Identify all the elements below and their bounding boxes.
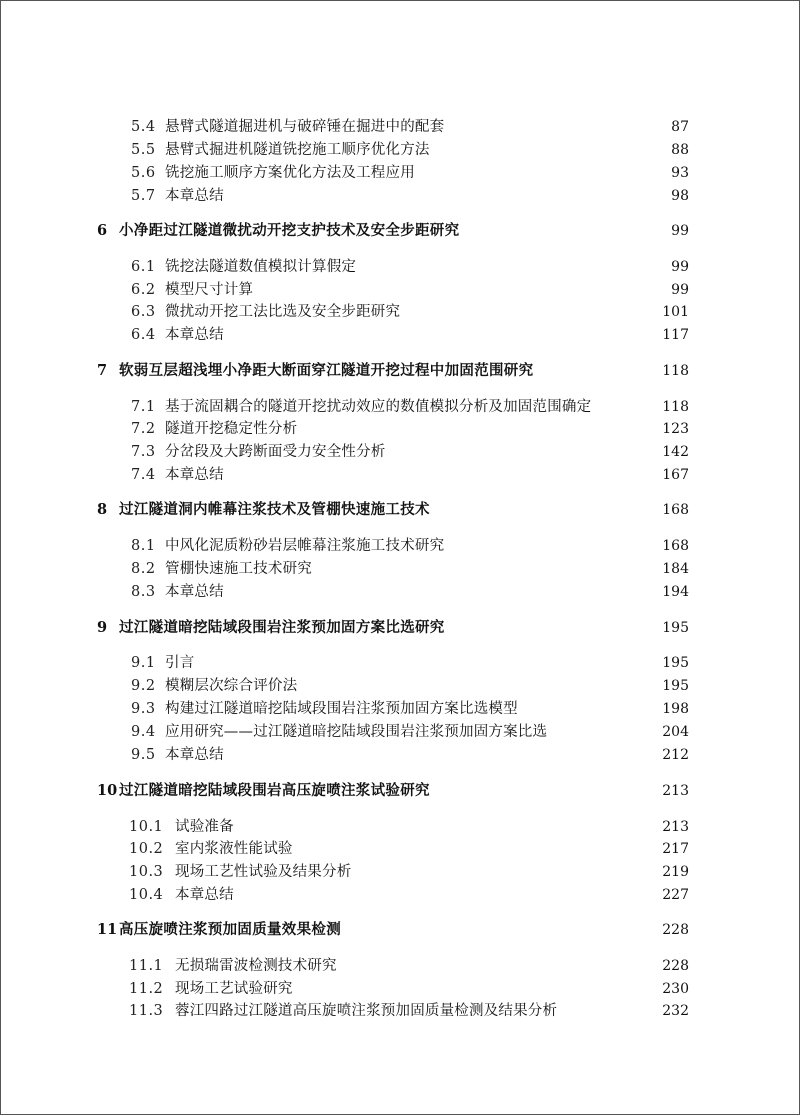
page-number: 123 [662,421,689,437]
dot-leader [256,279,650,301]
page-number: 98 [671,188,689,204]
page-number: 212 [662,747,689,763]
section-title: 管棚快速施工技术研究 [165,561,312,577]
section-number: 6.1 [131,259,156,275]
section-title: 悬臂式隧道掘进机与破碎锤在掘进中的配套 [165,119,445,135]
section-number: 8.1 [131,538,156,554]
dot-leader [433,139,650,161]
section-number: 5.4 [131,119,156,135]
section-title: 无损瑞雷波检测技术研究 [175,958,337,974]
section-title: 悬臂式掘进机隧道铣挖施工顺序优化方法 [165,142,430,158]
page-number: 87 [671,119,689,135]
dot-leader [227,185,650,207]
section-number: 10.2 [129,841,164,857]
page-number: 227 [662,887,689,903]
page-number: 88 [671,142,689,158]
section-number: 5.5 [131,142,156,158]
section-number: 10.1 [129,819,164,835]
section-title: 引言 [165,655,195,671]
dot-leader [433,780,650,802]
section-number: 8.3 [131,584,156,600]
page-number: 213 [662,819,689,835]
section-title: 室内浆液性能试验 [175,841,293,857]
chapter-number: 9 [97,619,108,636]
page-number: 230 [662,981,689,997]
section-number: 9.2 [131,678,156,694]
dot-leader [403,301,650,323]
section-title: 模糊层次综合评价法 [165,678,298,694]
section-title: 铣挖施工顺序方案优化方法及工程应用 [165,165,415,181]
page-number: 168 [662,538,689,554]
section-number: 6.2 [131,282,156,298]
page-number: 213 [662,783,689,799]
page-number: 99 [671,223,689,239]
section-entry[interactable] [1,581,800,603]
dot-leader [594,396,650,418]
section-title: 本章总结 [175,887,234,903]
section-number: 10.4 [129,887,164,903]
section-entry[interactable] [1,139,800,161]
section-title: 现场工艺性试验及结果分析 [175,864,352,880]
dot-leader [447,535,650,557]
section-number: 10.3 [129,864,164,880]
section-entry[interactable] [1,652,800,674]
section-title: 模型尺寸计算 [165,282,254,298]
page-number: 167 [662,467,689,483]
section-entry[interactable] [1,279,800,301]
dot-leader [227,324,650,346]
page-number: 184 [662,561,689,577]
section-number: 7.2 [131,421,156,437]
page-number: 204 [662,724,689,740]
section-entry[interactable] [1,441,800,463]
section-title: 构建过江隧道暗挖陆域段围岩注浆预加固方案比选模型 [165,701,518,717]
section-entry[interactable] [1,396,800,418]
section-entry[interactable] [1,535,800,557]
chapter-number: 6 [97,222,108,239]
section-entry[interactable] [1,955,800,977]
chapter-title: 过江隧道洞内帷幕注浆技术及管棚快速施工技术 [119,501,430,518]
dot-leader [344,919,650,941]
page-number: 168 [662,502,689,518]
dot-leader [359,256,650,278]
dot-leader [448,617,650,639]
page-number: 93 [671,165,689,181]
section-title: 本章总结 [165,327,224,343]
dot-leader [389,441,651,463]
dot-leader [536,360,650,382]
section-title: 蓉江四路过江隧道高压旋喷注浆预加固质量检测及结果分析 [175,1003,558,1019]
section-entry[interactable] [1,861,800,883]
section-title: 现场工艺试验研究 [175,981,293,997]
section-number: 7.3 [131,444,156,460]
section-number: 6.3 [131,304,156,320]
section-entry[interactable] [1,301,800,323]
dot-leader [354,861,650,883]
dot-leader [462,220,650,242]
chapter-title: 过江隧道暗挖陆域段围岩注浆预加固方案比选研究 [119,619,445,636]
page-number: 228 [662,958,689,974]
dot-leader [315,558,650,580]
section-number: 7.4 [131,467,156,483]
section-number: 11.1 [129,958,164,974]
section-entry[interactable] [1,675,800,697]
section-entry[interactable] [1,256,800,278]
dot-leader [433,499,650,521]
section-number: 7.1 [131,399,156,415]
section-title: 应用研究——过江隧道暗挖陆域段围岩注浆预加固方案比选 [165,724,548,740]
section-entry[interactable] [1,884,800,906]
dot-leader [227,464,650,486]
dot-leader [296,978,650,1000]
dot-leader [300,418,650,440]
page-number: 228 [662,922,689,938]
section-entry[interactable] [1,116,800,138]
section-title: 中风化泥质粉砂岩层帷幕注浆施工技术研究 [165,538,445,554]
section-entry[interactable] [1,558,800,580]
section-entry[interactable] [1,698,800,720]
chapter-number: 7 [97,362,108,379]
page-number: 195 [662,678,689,694]
dot-leader [296,838,650,860]
chapter-title: 小净距过江隧道微扰动开挖支护技术及安全步距研究 [119,222,460,239]
section-title: 隧道开挖稳定性分析 [165,421,298,437]
page-number: 142 [662,444,689,460]
chapter-entry[interactable] [1,780,800,802]
section-entry[interactable] [1,978,800,1000]
section-title: 本章总结 [165,747,224,763]
section-title: 本章总结 [165,584,224,600]
section-number: 11.2 [129,981,164,997]
dot-leader [227,744,650,766]
section-entry[interactable] [1,324,800,346]
section-entry[interactable] [1,721,800,743]
page-number: 217 [662,841,689,857]
section-title: 本章总结 [165,188,224,204]
dot-leader [560,1000,650,1022]
section-number: 9.1 [131,655,156,671]
chapter-entry[interactable] [1,919,800,941]
chapter-title: 高压旋喷注浆预加固质量效果检测 [119,921,341,938]
section-title: 试验准备 [175,819,234,835]
chapter-entry[interactable] [1,617,800,639]
dot-leader [227,581,650,603]
dot-leader [418,162,650,184]
dot-leader [237,884,650,906]
section-number: 9.3 [131,701,156,717]
section-number: 8.2 [131,561,156,577]
section-title: 基于流固耦合的隧道开挖扰动效应的数值模拟分析及加固范围确定 [165,399,592,415]
dot-leader [340,955,650,977]
section-entry[interactable] [1,744,800,766]
page-number: 194 [662,584,689,600]
dot-leader [521,698,650,720]
page-number: 117 [662,327,689,343]
dot-leader [550,721,650,743]
section-number: 5.7 [131,188,156,204]
page-number: 101 [662,304,689,320]
page-number: 219 [662,864,689,880]
chapter-number: 11 [97,921,118,938]
page-number: 198 [662,701,689,717]
section-entry[interactable] [1,162,800,184]
section-entry[interactable] [1,418,800,440]
section-title: 分岔段及大跨断面受力安全性分析 [165,444,386,460]
page-number: 118 [662,399,689,415]
section-title: 本章总结 [165,467,224,483]
page-number: 195 [662,655,689,671]
section-title: 铣挖法隧道数值模拟计算假定 [165,259,357,275]
dot-leader [300,675,650,697]
chapter-entry[interactable] [1,360,800,382]
page-number: 99 [671,259,689,275]
dot-leader [197,652,650,674]
dot-leader [237,816,650,838]
page-number: 232 [662,1003,689,1019]
section-entry[interactable] [1,185,800,207]
section-number: 9.5 [131,747,156,763]
section-number: 6.4 [131,327,156,343]
page-number: 195 [662,620,689,636]
page-number: 99 [671,282,689,298]
chapter-title: 过江隧道暗挖陆域段围岩高压旋喷注浆试验研究 [119,782,430,799]
section-number: 9.4 [131,724,156,740]
chapter-entry[interactable] [1,220,800,242]
section-entry[interactable] [1,464,800,486]
section-entry[interactable] [1,1000,800,1022]
chapter-number: 8 [97,501,108,518]
section-entry[interactable] [1,838,800,860]
section-number: 11.3 [129,1003,164,1019]
dot-leader [447,116,650,138]
section-title: 微扰动开挖工法比选及安全步距研究 [165,304,401,320]
section-entry[interactable] [1,816,800,838]
chapter-entry[interactable] [1,499,800,521]
chapter-number: 10 [97,782,118,799]
section-number: 5.6 [131,165,156,181]
chapter-title: 软弱互层超浅埋小净距大断面穿江隧道开挖过程中加固范围研究 [119,362,534,379]
page-number: 118 [662,363,689,379]
table-of-contents [1,1,800,1116]
